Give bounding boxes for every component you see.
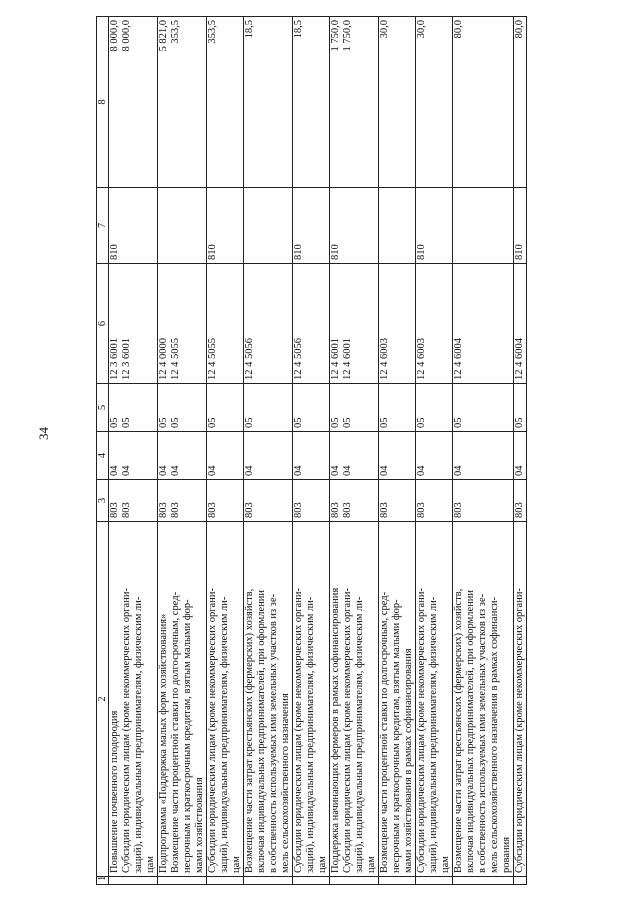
amount-cell-value: 80,0 (514, 20, 525, 39)
amount-cell (379, 17, 416, 188)
item-name-line: цам (145, 856, 156, 873)
amount-cell (244, 17, 293, 188)
subsection-cell-value: 05 (416, 417, 427, 428)
item-name-line: Субсидии юридическим лицам (кроме некоммерческих органи- (342, 588, 353, 873)
subsection-cell-value: 05 (121, 417, 132, 428)
subsection-cell-value: 05 (170, 417, 181, 428)
item-name-line: Субсидии юридическим лицам (кроме некоммерческих органи- (514, 588, 525, 873)
item-name-line: заций), индивидуальным предпринимателям, физическим ли- (219, 596, 230, 873)
section-cell-value: 04 (158, 465, 169, 476)
section-cell (514, 432, 527, 480)
item-name-line: цам (231, 856, 242, 873)
table-row (330, 17, 379, 885)
item-name-line: заций), индивидуальным предпринимателям, физическим ли- (305, 596, 316, 873)
amount-cell-value: 18,5 (244, 20, 255, 39)
target-article-cell-value: 12 4 6001 (342, 338, 353, 380)
item-name-line: мель сельскохозяйственного назначения (280, 693, 291, 873)
amount-cell (207, 17, 244, 188)
section-cell-value: 04 (293, 465, 304, 476)
item-name-line: Поддержка начинающих фермеров в рамках софинансирования (330, 587, 341, 873)
column-number: 1 (97, 877, 109, 885)
section-cell-value: 04 (416, 465, 427, 476)
expense-type-cell (207, 188, 244, 264)
amount-cell-value: 80,0 (453, 20, 464, 39)
item-name-cell (109, 522, 158, 877)
blank-cell (514, 877, 527, 885)
expense-type-cell-value: 810 (207, 244, 218, 260)
amount-cell-value: 1 750,0 (330, 20, 341, 52)
blank-cell (416, 877, 453, 885)
table-row (244, 17, 293, 885)
amount-cell-value: 8 000,0 (121, 20, 132, 52)
subsection-cell-value: 05 (158, 417, 169, 428)
item-name-line: Подпрограмма «Поддержка малых форм хозяйствования» (158, 613, 169, 873)
section-cell-value: 04 (453, 465, 464, 476)
section-cell (293, 432, 330, 480)
column-number: 4 (97, 432, 109, 480)
amount-cell-value: 353,5 (170, 20, 181, 44)
item-name-cell (330, 522, 379, 877)
code-cell-value: 803 (109, 502, 120, 518)
code-cell-value: 803 (207, 502, 218, 518)
code-cell (207, 480, 244, 522)
item-name-line: мель сельскохозяйственного назначения в рамках софинанси- (489, 596, 500, 873)
section-cell-value: 04 (109, 465, 120, 476)
amount-cell-value: 5 821,0 (158, 20, 169, 52)
code-cell (293, 480, 330, 522)
column-number: 5 (97, 384, 109, 432)
section-cell (207, 432, 244, 480)
section-cell (158, 432, 207, 480)
section-cell (244, 432, 293, 480)
amount-cell (416, 17, 453, 188)
target-article-cell-value: 12 4 5055 (207, 338, 218, 380)
item-name-line: несрочным и краткосрочным кредитам, взятым малыми фор- (391, 599, 402, 873)
section-cell (416, 432, 453, 480)
item-name-line: Субсидии юридическим лицам (кроме некоммерческих органи- (416, 588, 427, 873)
table-row (293, 17, 330, 885)
column-number: 7 (97, 188, 109, 264)
column-number: 3 (97, 480, 109, 522)
blank-cell (207, 877, 244, 885)
amount-cell (453, 17, 514, 188)
code-cell-value: 803 (453, 502, 464, 518)
expense-type-cell (330, 188, 379, 264)
code-cell (109, 480, 158, 522)
subsection-cell (514, 384, 527, 432)
table-row (416, 17, 453, 885)
target-article-cell-value: 12 4 5056 (244, 338, 255, 380)
subsection-cell-value: 05 (244, 417, 255, 428)
expense-type-cell (416, 188, 453, 264)
subsection-cell-value: 05 (514, 417, 525, 428)
item-name-line: в собственность используемых ими земельных участков из зе- (268, 593, 279, 873)
target-article-cell-value: 12 4 0000 (158, 338, 169, 380)
budget-table-sheet (96, 17, 596, 885)
code-cell-value: 803 (379, 502, 390, 518)
target-article-cell-value: 12 4 6004 (453, 338, 464, 380)
item-name-line: цам (440, 856, 451, 873)
section-cell-value: 04 (342, 465, 353, 476)
item-name-line: Возмещение части процентной ставки по долгосрочным, сред- (379, 591, 390, 873)
item-name-cell (207, 522, 244, 877)
item-name-cell (514, 522, 527, 877)
subsection-cell (207, 384, 244, 432)
subsection-cell (244, 384, 293, 432)
subsection-cell-value: 05 (379, 417, 390, 428)
item-name-line: включая индивидуальных предпринимателей, при оформлении (256, 589, 267, 873)
section-cell-value: 04 (121, 465, 132, 476)
item-name-line: Возмещение части затрат крестьянских (фермерских) хозяйств, (244, 588, 255, 873)
target-article-cell (158, 264, 207, 384)
amount-cell-value: 1 750,0 (342, 20, 353, 52)
item-name-line: в собственность используемых ими земельных участков из зе- (477, 593, 488, 873)
subsection-cell-value: 05 (109, 417, 120, 428)
target-article-cell-value: 12 4 5056 (293, 338, 304, 380)
section-cell-value: 04 (514, 465, 525, 476)
item-name-line: заций), индивидуальным предпринимателям, физическим ли- (133, 596, 144, 873)
amount-cell (514, 17, 527, 188)
subsection-cell (416, 384, 453, 432)
item-name-line: Возмещение части затрат крестьянских (фермерских) хозяйств, (453, 588, 464, 873)
expense-type-cell-value: 810 (416, 244, 427, 260)
target-article-cell-value: 12 4 6001 (330, 338, 341, 380)
column-number: 6 (97, 264, 109, 384)
target-article-cell-value: 12 4 6003 (379, 338, 390, 380)
code-cell (416, 480, 453, 522)
budget-table (96, 16, 527, 885)
target-article-cell (293, 264, 330, 384)
item-name-line: заций), индивидуальным предпринимателям, физическим ли- (354, 596, 365, 873)
section-cell (453, 432, 514, 480)
table-row (158, 17, 207, 885)
target-article-cell (514, 264, 527, 384)
subsection-cell-value: 05 (453, 417, 464, 428)
item-name-cell (416, 522, 453, 877)
table-row (109, 17, 158, 885)
amount-cell (330, 17, 379, 188)
item-name-cell (379, 522, 416, 877)
subsection-cell-value: 05 (342, 417, 353, 428)
column-number: 8 (97, 17, 109, 188)
item-name-line: Повышение почвенного плодородия (109, 710, 120, 873)
item-name-line: Субсидии юридическим лицам (кроме некоммерческих органи- (207, 588, 218, 873)
section-cell (379, 432, 416, 480)
target-article-cell (379, 264, 416, 384)
amount-cell-value: 30,0 (416, 20, 427, 39)
code-cell-value: 803 (158, 502, 169, 518)
code-cell (244, 480, 293, 522)
page-number: 34 (36, 427, 51, 440)
code-cell-value: 803 (330, 502, 341, 518)
item-name-line: мами хозяйствования (194, 777, 205, 873)
amount-cell-value: 353,5 (207, 20, 218, 44)
section-cell-value: 04 (207, 465, 218, 476)
target-article-cell (207, 264, 244, 384)
section-cell-value: 04 (330, 465, 341, 476)
blank-cell (158, 877, 207, 885)
item-name-cell (158, 522, 207, 877)
subsection-cell-value: 05 (207, 417, 218, 428)
item-name-line: Субсидии юридическим лицам (кроме некоммерческих органи- (121, 588, 132, 873)
target-article-cell (330, 264, 379, 384)
expense-type-cell-value: 810 (293, 244, 304, 260)
table-row (207, 17, 244, 885)
subsection-cell (293, 384, 330, 432)
target-article-cell (416, 264, 453, 384)
expense-type-cell (158, 188, 207, 264)
item-name-line: Субсидии юридическим лицам (кроме некоммерческих органи- (293, 588, 304, 873)
item-name-line: мами хозяйствования в рамках софинансирования (403, 648, 414, 873)
section-cell (330, 432, 379, 480)
code-cell-value: 803 (121, 502, 132, 518)
item-name-line: несрочным и краткосрочным кредитам, взятым малыми фор- (182, 599, 193, 873)
target-article-cell (244, 264, 293, 384)
code-cell-value: 803 (244, 502, 255, 518)
amount-cell (293, 17, 330, 188)
item-name-cell (293, 522, 330, 877)
expense-type-cell (109, 188, 158, 264)
item-name-line: заций), индивидуальным предпринимателям, физическим ли- (428, 596, 439, 873)
column-number-row (97, 17, 109, 885)
table-row (379, 17, 416, 885)
item-name-cell (453, 522, 514, 877)
item-name-cell (244, 522, 293, 877)
section-cell (109, 432, 158, 480)
blank-cell (109, 877, 158, 885)
subsection-cell-value: 05 (330, 417, 341, 428)
code-cell (158, 480, 207, 522)
code-cell (514, 480, 527, 522)
amount-cell (158, 17, 207, 188)
code-cell-value: 803 (416, 502, 427, 518)
subsection-cell (453, 384, 514, 432)
column-number: 2 (97, 522, 109, 877)
code-cell-value: 803 (293, 502, 304, 518)
expense-type-cell (453, 188, 514, 264)
code-cell (330, 480, 379, 522)
blank-cell (293, 877, 330, 885)
code-cell-value: 803 (170, 502, 181, 518)
subsection-cell (158, 384, 207, 432)
expense-type-cell-value: 810 (330, 244, 341, 260)
expense-type-cell (379, 188, 416, 264)
amount-cell-value: 8 000,0 (109, 20, 120, 52)
expense-type-cell (293, 188, 330, 264)
target-article-cell-value: 12 4 5055 (170, 338, 181, 380)
subsection-cell (109, 384, 158, 432)
item-name-line: цам (366, 856, 377, 873)
expense-type-cell (514, 188, 527, 264)
blank-cell (244, 877, 293, 885)
subsection-cell-value: 05 (293, 417, 304, 428)
code-cell-value: 803 (514, 502, 525, 518)
table-row (514, 17, 527, 885)
blank-cell (453, 877, 514, 885)
item-name-line: цам (317, 856, 328, 873)
blank-cell (379, 877, 416, 885)
expense-type-cell-value: 810 (514, 244, 525, 260)
subsection-cell (330, 384, 379, 432)
target-article-cell-value: 12 4 6003 (416, 338, 427, 380)
target-article-cell (109, 264, 158, 384)
code-cell (453, 480, 514, 522)
item-name-line: Возмещение части процентной ставки по долгосрочным, сред- (170, 591, 181, 873)
target-article-cell (453, 264, 514, 384)
amount-cell-value: 18,5 (293, 20, 304, 39)
subsection-cell (379, 384, 416, 432)
item-name-line: рования (501, 836, 512, 873)
target-article-cell-value: 12 3 6001 (109, 338, 120, 380)
target-article-cell-value: 12 4 6004 (514, 338, 525, 380)
item-name-line: включая индивидуальных предпринимателей, при оформлении (465, 589, 476, 873)
amount-cell (109, 17, 158, 188)
expense-type-cell (244, 188, 293, 264)
code-cell-value: 803 (342, 502, 353, 518)
section-cell-value: 04 (379, 465, 390, 476)
code-cell (379, 480, 416, 522)
blank-cell (330, 877, 379, 885)
amount-cell-value: 30,0 (379, 20, 390, 39)
section-cell-value: 04 (170, 465, 181, 476)
expense-type-cell-value: 810 (109, 244, 120, 260)
section-cell-value: 04 (244, 465, 255, 476)
target-article-cell-value: 12 3 6001 (121, 338, 132, 380)
table-body (109, 17, 527, 885)
table-row (453, 17, 514, 885)
